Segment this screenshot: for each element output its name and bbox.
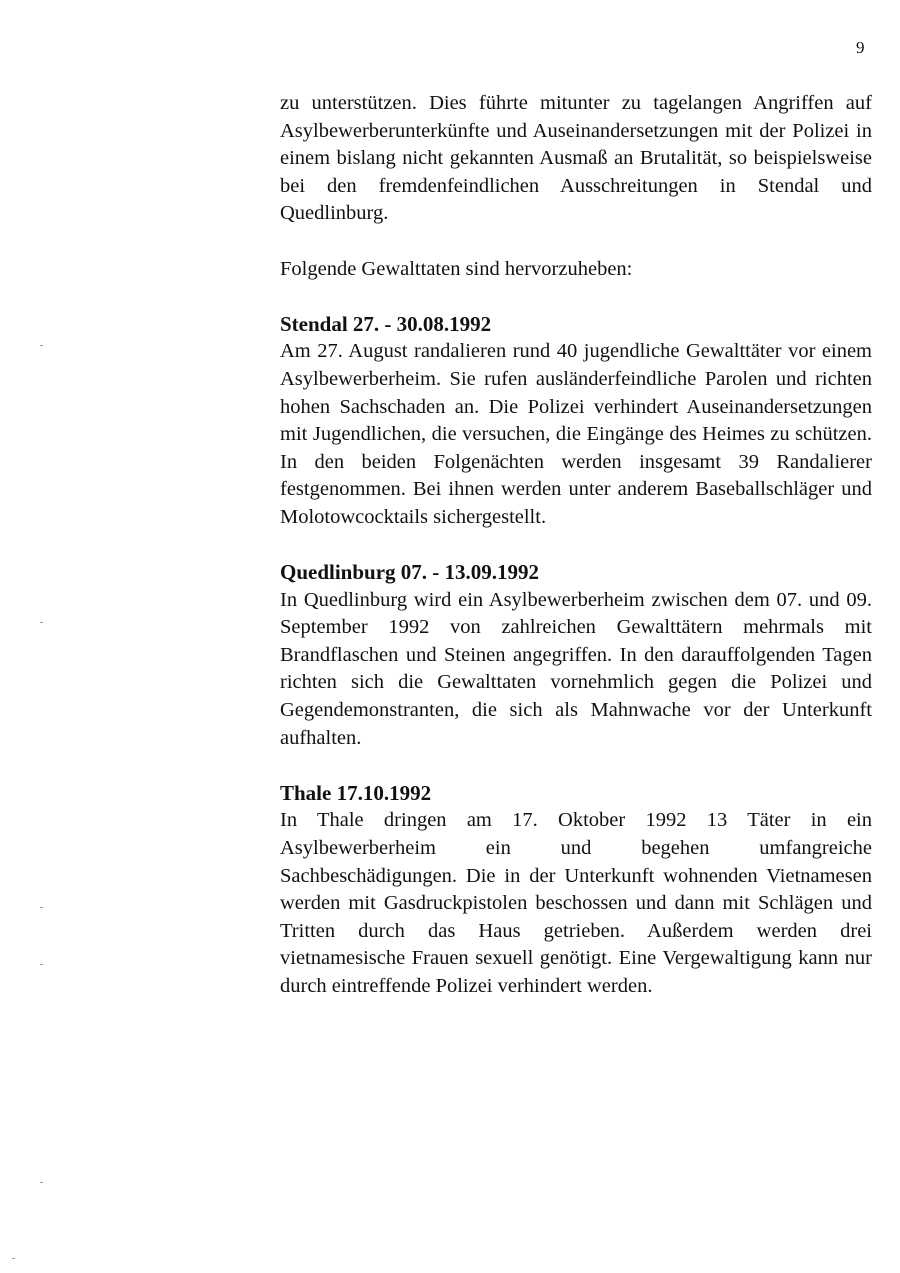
scan-speck xyxy=(40,964,43,965)
section-stendal xyxy=(280,311,872,532)
scan-speck xyxy=(40,907,43,908)
page-number: 9 xyxy=(856,38,865,57)
section-text: In Quedlinburg wird ein Asylbewerberheim zwischen dem 07. und 09. September 1992 von zahlreichen Gewalttätern mehrmals mit Brandflaschen und Steinen angegriffen. In den darauffolgenden Tagen richten sich die Gewalttaten vornehmlich gegen die Polizei und Gegendemonstranten, die sich als Mahnwache vor der Unterkunft aufhalten. xyxy=(280,588,872,749)
section-text: Am 27. August randalieren rund 40 jugendliche Gewalttäter vor einem Asylbewerberheim. Sie rufen ausländerfeindliche Parolen und richten hohen Sachschaden an. Die Polizei verhindert Auseinandersetzungen mit Jugendlichen, die versuchen, die Eingänge des Heimes zu schützen. In den beiden Folgenächten werden insgesamt 39 Randalierer festgenommen. Bei ihnen werden unter anderem Baseballschläger und Molotowcocktails sichergestellt. xyxy=(280,340,872,528)
scan-speck xyxy=(40,1182,43,1183)
section-text: In Thale dringen am 17. Oktober 1992 13 Täter in ein Asylbewerberheim ein und begehen umfangreiche Sachbeschädigungen. Die in der Unterkunft wohnenden Vietnamesen werden mit Gasdruckpistolen beschossen und dann mit Schlägen und Tritten durch das Haus getrieben. Außerdem werden drei vietnamesische Frauen sexuell genötigt. Eine Vergewaltigung kann nur durch eintreffende Polizei verhindert werden. xyxy=(280,809,872,997)
section-heading: Stendal 27. - 30.08.1992 xyxy=(280,311,492,336)
document-body xyxy=(280,90,872,1028)
section-heading: Thale 17.10.1992 xyxy=(280,780,432,805)
scan-speck xyxy=(12,1258,15,1259)
section-heading: Quedlinburg 07. - 13.09.1992 xyxy=(280,560,540,585)
lead-paragraph: Folgende Gewalttaten sind hervorzuheben: xyxy=(280,257,633,280)
scan-speck xyxy=(40,622,43,623)
scan-speck xyxy=(40,345,43,346)
section-quedlinburg xyxy=(280,559,872,752)
section-thale xyxy=(280,780,872,1001)
intro-paragraph: zu unterstützen. Dies führte mitunter zu tagelangen Angriffen auf Asylbewerberunterkünfte und Auseinandersetzungen mit der Polizei in einem bislang nicht gekannten Ausmaß an Brutalität, so beispielsweise bei den fremdenfeindlichen Ausschreitungen in Stendal und Quedlinburg. xyxy=(280,92,872,225)
